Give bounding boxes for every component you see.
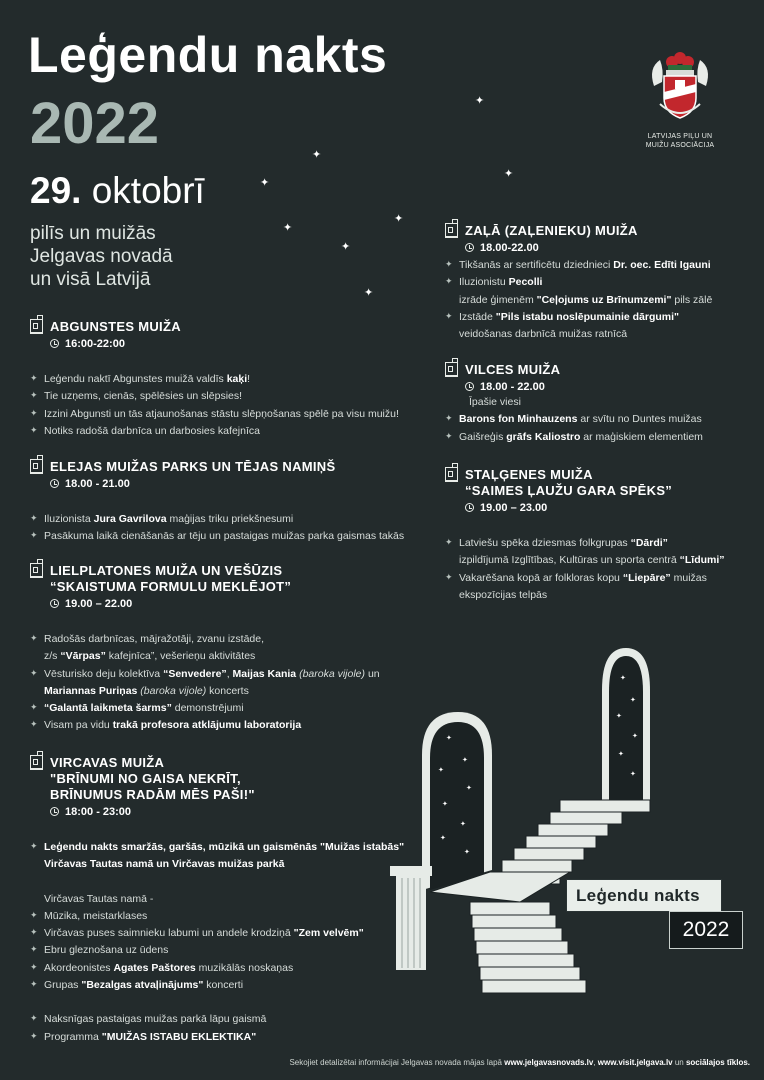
item-highlight: Maijas Kania [232, 667, 297, 680]
list-item-continued: veidošanas darbnīcā muižas ratnīcā [459, 328, 628, 341]
event-list [30, 631, 380, 735]
event-date [30, 172, 205, 209]
manor-icon [30, 319, 43, 334]
item-highlight: “Dārdi” [630, 537, 668, 549]
item-highlight: "Ceļojums uz Brīnumzemi" [536, 293, 672, 306]
item-note: (baroka vijole) [137, 684, 207, 697]
footer-text: Sekojiet detalizētai informācijai Jelgavas novada mājas lapā [289, 1058, 505, 1067]
spacer [30, 994, 404, 1011]
clock-icon [50, 807, 59, 816]
list-item-continued [30, 683, 380, 700]
item-highlight: “Līdumi” [679, 554, 725, 567]
list-item-continued [445, 552, 725, 569]
section-time [465, 241, 712, 255]
section-time [465, 501, 725, 515]
star-icon: ✦ [504, 167, 514, 180]
list-item [30, 1029, 404, 1046]
list-item [30, 925, 404, 942]
item-highlight: “Galantā laikmeta šarms” [44, 702, 172, 715]
section-title: ABGUNSTES MUIŽA [50, 319, 181, 334]
list-item [30, 511, 404, 528]
svg-text:✦: ✦ [620, 674, 626, 682]
star-icon: ✦ [260, 176, 270, 189]
manor-icon [445, 467, 458, 482]
date-day: 29. [30, 170, 82, 211]
section-subtitle: “SKAISTUMA FORMULU MEKLĒJOT” [50, 579, 292, 594]
item-text: Iluzionista [44, 513, 94, 525]
item-highlight: “Vārpas” [60, 650, 106, 663]
section-header [445, 223, 712, 255]
item-text: Grupas [44, 979, 82, 992]
item-highlight: kaķi [226, 373, 248, 385]
section-time [50, 805, 404, 819]
section-header [445, 362, 703, 394]
item-highlight: "MUIŽAS ISTABU EKLEKTIKA" [101, 1030, 257, 1043]
item-text: Iluzionistu [459, 276, 509, 289]
subtitle [30, 222, 173, 291]
list-item [445, 411, 703, 428]
section-header [30, 755, 404, 819]
event-list [445, 257, 712, 343]
footer-text: , [593, 1058, 598, 1067]
svg-text:✦: ✦ [466, 784, 472, 792]
clock-icon [50, 599, 59, 608]
time-text: 19.00 – 22.00 [65, 598, 133, 610]
section-lielplatones [30, 563, 380, 735]
item-text: Latviešu spēka dziesmas folkgrupas [459, 537, 631, 549]
item-highlight: “Liepāre” [622, 571, 671, 584]
section-vircavas [30, 755, 404, 1046]
poster-title: Leģendu nakts [28, 27, 388, 83]
time-text: 18:00 - 23:00 [65, 806, 132, 818]
subtitle-line: pilīs un muižās [30, 223, 156, 244]
list-item: ✦ Ebru gleznošana uz ūdens [30, 942, 404, 959]
svg-text:✦: ✦ [632, 732, 638, 740]
svg-text:✦: ✦ [630, 696, 636, 704]
event-badge: Leģendu nakts [566, 879, 722, 912]
list-item [445, 309, 712, 326]
list-item [445, 257, 712, 274]
item-highlight: "Bezalgas atvaļinājums" [81, 979, 204, 992]
time-text: 19.00 – 23.00 [480, 502, 548, 514]
manor-icon [30, 755, 43, 770]
manor-icon [445, 223, 458, 238]
item-text: Izstāde [459, 310, 496, 323]
item-highlight: Mariannas Puriņas [44, 684, 138, 697]
item-text: Leģendu naktī Abgunstes muižā valdīs [44, 373, 227, 385]
star-icon: ✦ [394, 212, 404, 225]
list-item [445, 535, 725, 552]
item-highlight: Dr. oec. Edīti Igauni [613, 259, 711, 271]
manor-icon [30, 563, 43, 578]
item-highlight: grāfs Kaliostro [506, 430, 581, 443]
footer-note [280, 1058, 750, 1067]
item-text: koncerts [206, 684, 249, 697]
event-list [445, 394, 703, 446]
star-icon: ✦ [364, 286, 374, 299]
item-text: koncerti [203, 979, 244, 992]
item-text: Akordeonistes [44, 961, 114, 974]
section-time [465, 380, 703, 394]
item-text: muižas [670, 571, 707, 584]
list-item [445, 570, 725, 587]
event-list [30, 371, 399, 440]
list-item [30, 717, 380, 734]
svg-text:✦: ✦ [462, 756, 468, 764]
item-text: Visam pa vidu [44, 719, 113, 732]
item-highlight: trakā profesora atklājumu laboratorija [112, 719, 302, 732]
list-item [445, 274, 712, 291]
section-stalgenes [445, 467, 725, 604]
section-time [50, 337, 399, 351]
item-text: un [365, 667, 380, 680]
clock-icon [465, 243, 474, 252]
list-item-continued [445, 292, 712, 309]
list-item: ✦ Izzini Abgunsti un tās atjaunošanas stāstu slēpņošanas spēlē pa visu muižu! [30, 406, 399, 423]
time-text: 18.00 - 21.00 [65, 478, 130, 490]
list-item [445, 429, 703, 446]
svg-text:✦: ✦ [460, 820, 466, 828]
item-text: , [226, 667, 233, 680]
event-list [445, 535, 725, 604]
item-highlight: “Senvedere” [163, 667, 227, 680]
item-text: Tikšanās ar sertificētu dziednieci [459, 259, 614, 271]
event-badge-year: 2022 [669, 911, 743, 949]
section-elejas [30, 459, 404, 546]
staircase-illustration [380, 640, 764, 1060]
footer-text: un [672, 1058, 686, 1067]
subtitle-line: un visā Latvijā [30, 269, 151, 290]
association-name [634, 132, 726, 150]
time-text: 18.00-22.00 [480, 242, 539, 254]
item-text: pils zālē [671, 293, 713, 306]
section-vilces [445, 362, 703, 446]
time-text: 16:00-22:00 [65, 338, 125, 350]
section-subtitle: BRĪNUMUS RADĀM MĒS PAŠI!" [50, 787, 255, 802]
star-icon: ✦ [283, 221, 293, 234]
item-text: Gaišreģis [459, 430, 507, 443]
section-title: ELEJAS MUIŽAS PARKS UN TĒJAS NAMIŅŠ [50, 459, 336, 474]
list-item: ✦ Tie uzņems, cienās, spēlēsies un slēpsies! [30, 388, 399, 405]
section-title: VIRCAVAS MUIŽA [50, 755, 165, 770]
list-item [30, 700, 380, 717]
svg-text:✦: ✦ [446, 734, 452, 742]
item-highlight: "Pils istabu noslēpumainie dārgumi" [495, 310, 680, 323]
association-logo [640, 48, 720, 149]
item-text: izrāde ģimenēm [459, 293, 537, 306]
footer-link-visit-jelgava[interactable]: www.visit.jelgava.lv [597, 1058, 673, 1067]
list-item: ✦ Notiks radošā darbnīca un darbosies kafejnīca [30, 423, 399, 440]
item-text: Virčavas puses saimnieku labumi un andele krodziņā [44, 927, 294, 940]
clock-icon [50, 339, 59, 348]
section-title: LIELPLATONES MUIŽA UN VEŠŪZIS [50, 563, 283, 578]
star-icon: ✦ [312, 148, 322, 161]
association-name-line: MUIŽU ASOCIĀCIJA [645, 142, 715, 149]
list-item [30, 977, 404, 994]
section-zala [445, 223, 712, 343]
list-item [30, 960, 404, 977]
clock-icon [465, 503, 474, 512]
item-text: ! [247, 373, 251, 385]
section-title: ZAĻĀ (ZAĻENIEKU) MUIŽA [465, 223, 638, 238]
list-item [30, 666, 380, 683]
footer-link-jelgavasnovads[interactable]: www.jelgavasnovads.lv [504, 1058, 594, 1067]
date-month: oktobrī [91, 170, 205, 211]
section-title: VILCES MUIŽA [465, 362, 561, 377]
star-icon: ✦ [475, 94, 485, 107]
item-highlight: "Zem velvēm" [293, 927, 364, 940]
section-time [50, 477, 404, 491]
association-name-line: LATVIJAS PIĻU UN [647, 133, 713, 140]
list-item: ✦ Mūzika, meistarklases [30, 908, 404, 925]
item-text: kafejnīca”, vešerieņu aktivitātes [105, 650, 256, 663]
list-intro: Virčavas Tautas namā - [44, 892, 154, 905]
section-header [30, 459, 404, 491]
svg-text:✦: ✦ [438, 766, 444, 774]
subtitle-line: Jelgavas novadā [30, 246, 173, 267]
svg-text:✦: ✦ [618, 750, 624, 758]
item-text: izpildījumā Izglītības, Kultūras un sporta centrā [459, 554, 680, 567]
svg-text:✦: ✦ [440, 834, 446, 842]
item-text: ar svītu no Duntes muižas [577, 413, 702, 426]
list-item [30, 839, 404, 856]
footer-social: sociālajos tīklos. [685, 1058, 750, 1067]
section-abgunste [30, 319, 399, 440]
list-item: ✦ Radošās darbnīcas, mājražotāji, zvanu izstāde, [30, 631, 380, 648]
section-subtitle: “SAIMES ĻAUŽU GARA SPĒKS” [465, 483, 673, 498]
item-highlight: Leģendu nakts smaržās, garšās, mūzikā un gaismēnās "Muižas istabās" [44, 841, 405, 853]
coat-of-arms-icon [640, 48, 720, 128]
item-highlight: Barons fon Minhauzens [459, 413, 578, 426]
section-header [30, 319, 399, 351]
svg-text:✦: ✦ [442, 800, 448, 808]
section-header [445, 467, 725, 515]
spacer [30, 874, 404, 891]
item-text: ar maģiskiem elementiem [580, 430, 703, 443]
star-icon: ✦ [341, 240, 351, 253]
item-text: Programma [44, 1030, 102, 1043]
item-highlight: Jura Gavrilova [93, 513, 167, 525]
item-text: muzikālās noskaņas [195, 961, 294, 974]
svg-text:✦: ✦ [464, 848, 470, 856]
item-highlight: Pecolli [508, 276, 543, 289]
list-item [30, 371, 399, 388]
list-item-continued: ekspozīcijas telpās [459, 588, 548, 601]
clock-icon [50, 479, 59, 488]
section-time [50, 597, 380, 611]
item-text: z/s [44, 650, 61, 663]
svg-text:✦: ✦ [616, 712, 622, 720]
list-intro: Īpašie viesi [469, 396, 521, 408]
clock-icon [465, 382, 474, 391]
event-list [30, 839, 404, 1046]
list-item-continued [30, 648, 380, 665]
time-text: 18.00 - 22.00 [480, 381, 545, 393]
section-header [30, 563, 380, 611]
list-item-continued [30, 856, 404, 873]
svg-text:✦: ✦ [630, 770, 636, 778]
item-note: (baroka vijole) [296, 667, 366, 680]
item-text: demonstrējumi [171, 702, 244, 715]
section-title: STAĻĢENES MUIŽA [465, 467, 593, 482]
item-text: maģijas triku priekšnesumi [166, 513, 294, 525]
item-highlight: Virčavas Tautas namā un Virčavas muižas parkā [44, 858, 285, 871]
manor-icon [445, 362, 458, 377]
section-subtitle: "BRĪNUMI NO GAISA NEKRĪT, [50, 771, 241, 786]
item-text: Vakarēšana kopā ar folkloras kopu [459, 571, 623, 584]
manor-icon [30, 459, 43, 474]
item-highlight: Agates Paštores [113, 961, 196, 974]
event-list [30, 511, 404, 546]
list-item: ✦ Pasākuma laikā cienāšanās ar tēju un pastaigas muižas parka gaismas takās [30, 528, 404, 545]
poster-year: 2022 [30, 91, 160, 156]
list-item: ✦ Naksnīgas pastaigas muižas parkā lāpu gaismā [30, 1011, 404, 1028]
item-text: Vēsturisko deju kolektīva [44, 667, 164, 680]
